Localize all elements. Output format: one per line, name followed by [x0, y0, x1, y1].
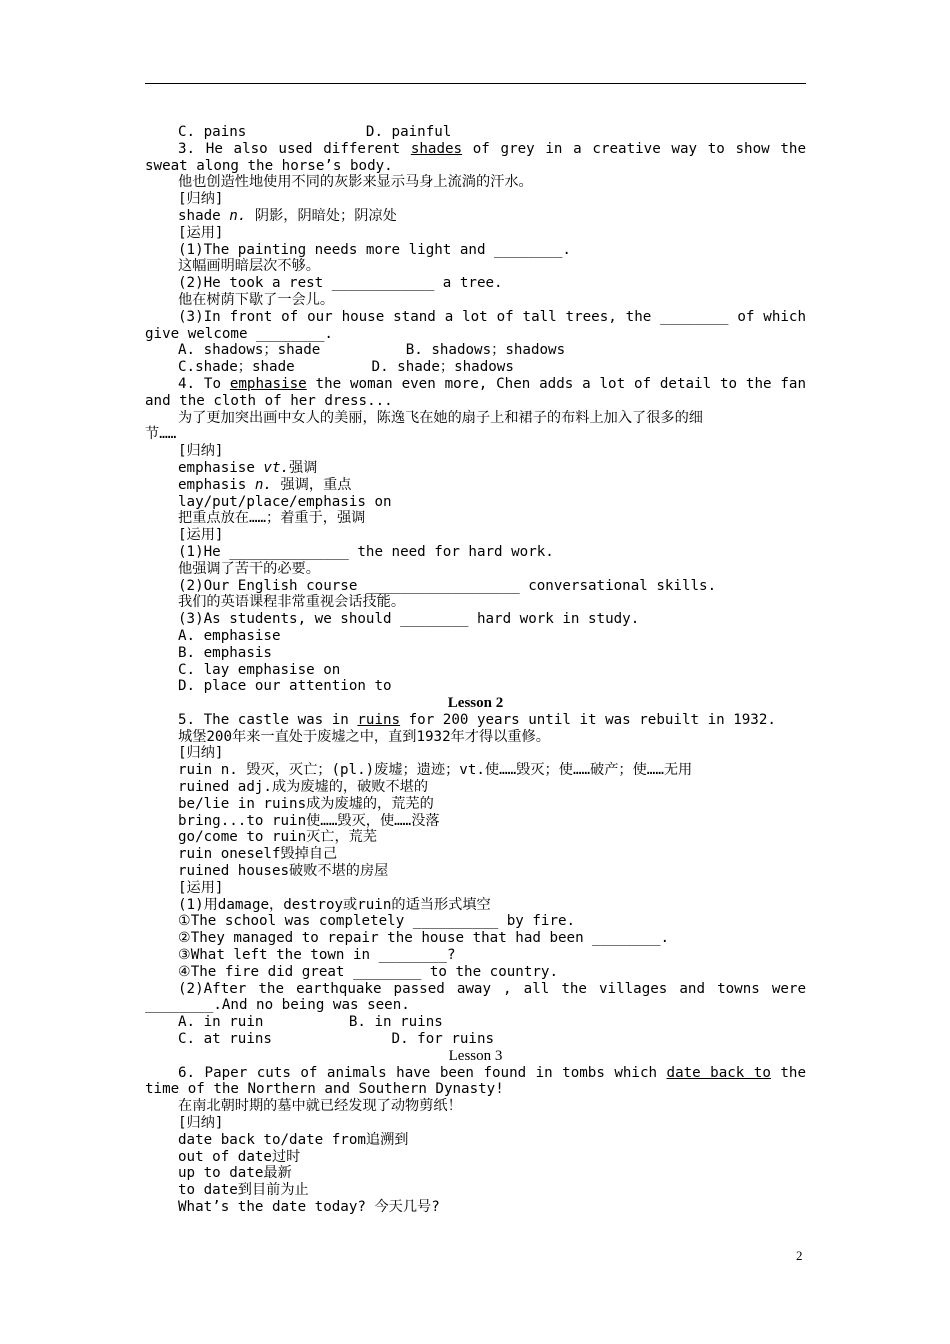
text-line: 把重点放在……；着重于，强调 [178, 510, 366, 527]
text-line: (2)He took a rest ____________ a tree. [178, 275, 503, 292]
text-line: [归纳] [178, 745, 224, 762]
text-line: 为了更加突出画中女人的美丽，陈逸飞在她的扇子上和裙子的布料上加入了很多的细 [178, 409, 703, 426]
text-line: (3)In front of our house stand a lot of tall trees, the ________ of which [178, 308, 806, 325]
text-line: Lesson 3 [448, 1047, 503, 1064]
text-span: the woman even more, Chen adds a lot of detail to the fan [306, 375, 806, 392]
text-line: (2)After the earthquake passed away , all the villages and towns were [178, 980, 806, 997]
text-line [145, 460, 806, 477]
text-line: time of the Northern and Southern Dynasty! [145, 1081, 504, 1098]
text-span: of grey in a creative way to show the [462, 140, 806, 157]
text-line: to date到目前为止 [178, 1182, 309, 1199]
text-line: ruined adj.成为废墟的，破败不堪的 [178, 779, 429, 796]
underlined-term: date back to [666, 1064, 771, 1081]
text-line: 他也创造性地使用不同的灰影来显示马身上流淌的汗水。 [178, 174, 533, 191]
page-number: 2 [796, 1248, 803, 1263]
text-line: give welcome ________. [145, 325, 333, 342]
text-line [145, 141, 806, 158]
text-line: [运用] [178, 224, 224, 241]
text-span: 4. To [178, 375, 230, 392]
text-line: 在南北朝时期的墓中就已经发现了动物剪纸！ [178, 1098, 462, 1115]
text-line: (3)As students, we should ________ hard work in study. [178, 611, 640, 628]
text-line: Lesson 2 [447, 695, 504, 712]
text-line: B. emphasis [178, 644, 272, 661]
underlined-term: ruins [357, 711, 401, 728]
text-line: out of date过时 [178, 1148, 301, 1165]
text-line: 节…… [145, 426, 177, 443]
text-span: 6. Paper cuts of animals have been found in tombs which [178, 1064, 667, 1081]
document-body [145, 124, 806, 1216]
text-line: (1)The painting needs more light and ________. [178, 241, 571, 258]
underlined-term: emphasise [229, 375, 307, 392]
text-line: [运用] [178, 879, 224, 896]
text-line: ruin n. 毁灭，灭亡；(pl.)废墟；遗迹；vt.使……毁灭；使……破产；使……无用 [178, 762, 693, 779]
text-line: [归纳] [178, 191, 224, 208]
text-line: D. place our attention to [178, 678, 392, 695]
text-line: A. emphasise [178, 627, 281, 644]
text-line [145, 1065, 806, 1082]
text-line [145, 208, 806, 225]
text-span: 强调 [289, 459, 318, 476]
text-line: ruin oneself毁掉自己 [178, 846, 338, 863]
header-rule [145, 83, 806, 84]
text-line: lay/put/place/emphasis on [178, 493, 392, 510]
text-line: go/come to ruin灭亡，荒芜 [178, 829, 378, 846]
text-line: A. in ruin B. in ruins [178, 1014, 443, 1031]
text-span: 强调，重点 [271, 476, 352, 493]
text-line: (2)Our English course __________________ conversational skills. [178, 577, 717, 594]
part-of-speech: vt. [263, 459, 290, 476]
text-line: C.shade；shade D. shade；shadows [178, 359, 514, 376]
text-line: ruined houses破败不堪的房屋 [178, 863, 389, 880]
text-line: 这幅画明暗层次不够。 [178, 258, 320, 275]
text-line: 我们的英语课程非常重视会话技能。 [178, 594, 406, 611]
text-line: ③What left the town in ________? [178, 947, 456, 964]
text-span: shade [178, 207, 230, 224]
text-line: [归纳] [178, 1115, 224, 1132]
text-line: date back to/date from追溯到 [178, 1131, 409, 1148]
text-span: 3. He also used different [178, 140, 411, 157]
text-line: A. shadows；shade B. shadows；shadows [178, 342, 566, 359]
underlined-term: shades [410, 140, 463, 157]
text-line [145, 712, 806, 729]
text-line: be/lie in ruins成为废墟的，荒芜的 [178, 795, 434, 812]
text-span: emphasise [178, 459, 264, 476]
text-line: ________.And no being was seen. [145, 997, 410, 1014]
text-line [145, 477, 806, 494]
text-span: for 200 years until it was rebuilt in 1932. [400, 711, 776, 728]
text-line: up to date最新 [178, 1165, 292, 1182]
text-line: sweat along the horse’s body. [145, 157, 393, 174]
text-line: C. at ruins D. for ruins [178, 1031, 495, 1048]
text-line: (1)用damage，destroy或ruin的适当形式填空 [178, 896, 491, 913]
text-span: emphasis [178, 476, 255, 493]
text-line: ④The fire did great ________ to the country. [178, 963, 559, 980]
text-span: 阴影，阴暗处；阴凉处 [246, 207, 397, 224]
part-of-speech: n. [229, 207, 247, 224]
text-span: the [770, 1064, 806, 1081]
text-line: 他强调了苦干的必要。 [178, 560, 320, 577]
text-line [145, 376, 806, 393]
text-span: 5. The castle was in [178, 711, 358, 728]
text-line: bring...to ruin使……毁灭，使……没落 [178, 812, 440, 829]
text-line: ②They managed to repair the house that had been ________. [178, 930, 670, 947]
text-line: and the cloth of her dress... [145, 392, 393, 409]
text-line: What’s the date today? 今天几号? [178, 1199, 440, 1215]
text-line: 城堡200年来一直处于废墟之中，直到1932年才得以重修。 [178, 728, 550, 745]
text-line: [运用] [178, 527, 224, 544]
text-line: (1)He ______________ the need for hard work. [178, 543, 554, 560]
text-line: C. lay emphasise on [178, 661, 341, 678]
part-of-speech: n. [254, 476, 272, 493]
text-line: C. pains D. painful [178, 124, 452, 140]
text-line: 他在树荫下歇了一会儿。 [178, 291, 335, 308]
text-line: [归纳] [178, 443, 224, 460]
text-line: ①The school was completely __________ by fire. [178, 913, 576, 930]
